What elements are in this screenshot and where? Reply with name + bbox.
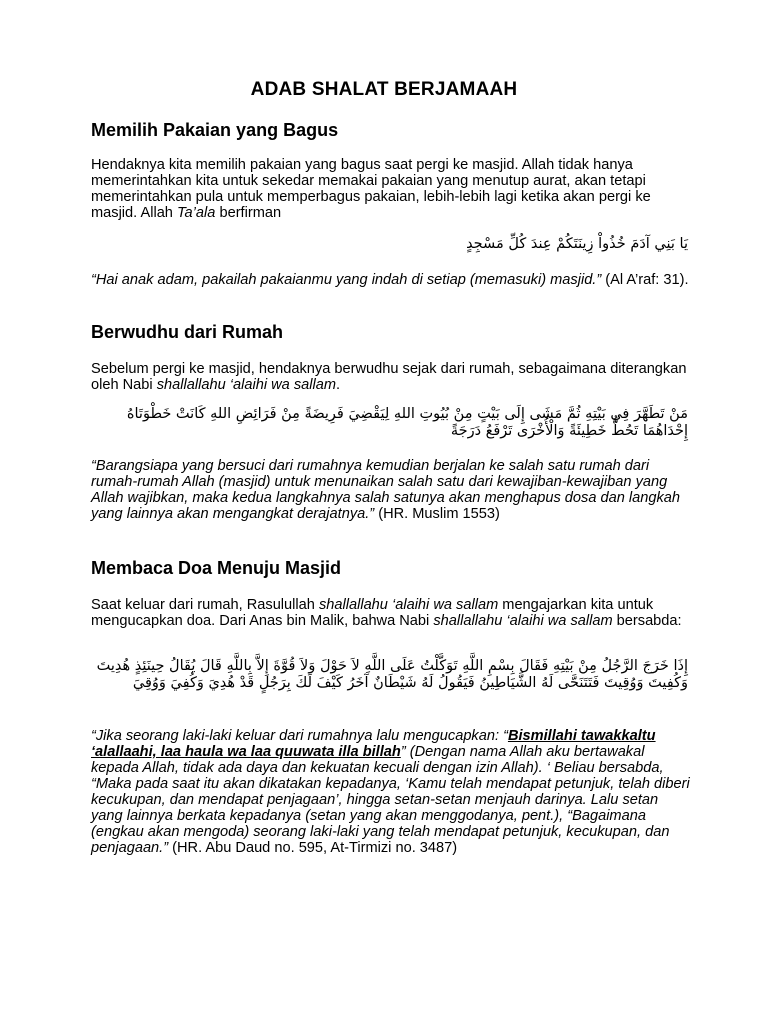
paragraph-suffix: . xyxy=(336,377,341,393)
arabic-verse: يَا بَنِي آدَمَ خُذُواْ زِينَتَكُمْ عِندَ كُلِّ مَسْجِدٍ xyxy=(466,236,688,252)
document-title: ADAB SHALAT BERJAMAAH xyxy=(250,79,518,100)
paragraph-emphasis: shallallahu ‘alaihi wa sallam xyxy=(156,377,336,393)
section-heading: Membaca Doa Menuju Masjid xyxy=(91,558,342,578)
paragraph-emphasis: shallallahu ‘alaihi wa sallam xyxy=(318,597,499,613)
paragraph-suffix: berfirman xyxy=(215,205,282,221)
section-paragraph xyxy=(91,597,691,629)
hadith-translation xyxy=(91,728,691,856)
translation-text: “Barangsiapa yang bersuci dari rumahnya kemudian berjalan ke salah satu rumah dari rumah-rumah Allah (masjid) untuk menunaikan salah satu dari kewajiban-kewajiban yang Allah wajibkan, maka kedua langkahnya salah satunya akan menghapus dosa dan langkah yang lainnya akan mengangkat derajatnya.” xyxy=(91,458,681,522)
paragraph-text: Sebelum pergi ke masjid, hendaknya berwudhu sejak dari rumah, sebagaimana diterangkan oleh Nabi xyxy=(91,361,687,393)
section-paragraph xyxy=(91,361,691,393)
translation-text: “Hai anak adam, pakailah pakaianmu yang indah di setiap (memasuki) masjid.” xyxy=(91,272,602,288)
paragraph-suffix: bersabda: xyxy=(612,613,682,629)
paragraph-emphasis: shallallahu ‘alaihi wa sallam xyxy=(433,613,613,629)
paragraph-middle: mengajarkan kita untuk mengucapkan doa. Dari Anas bin Malik, bahwa Nabi xyxy=(91,597,654,629)
arabic-hadith: مَنْ تَطَهَّرَ فِي بَيْتِهِ ثُمَّ مَشَى إِلَى بَيْتٍ مِنْ بُيُوتِ اللهِ لِيَقْضِيَ فَرِيضَةً مِنْ فَرَائِضِ اللهِ كَانَتْ خَطْوَتَاهُ إِحْدَاهُمَا تَحُطُّ خَطِيئَةً وَالْأُخْرَى تَرْفَعُ دَرَجَةً xyxy=(126,406,688,439)
section-heading: Memilih Pakaian yang Bagus xyxy=(91,120,339,140)
dua-transliteration: Bismillahi tawakkaltu ‘alallaahi, laa haula wa laa quuwata illa billah xyxy=(91,728,656,760)
paragraph-text: Hendaknya kita memilih pakaian yang bagus saat pergi ke masjid. Allah tidak hanya memerintahkan kita untuk sekedar memakai pakaian yang menutup aurat, akan tetapi memerintahkan pula untuk memperbagus pakaian, lebih-lebih lagi ketika akan pergi ke masjid. Allah xyxy=(91,157,651,221)
hadith-translation xyxy=(91,458,691,522)
reference: (HR. Abu Daud no. 595, At-Tirmizi no. 3487) xyxy=(168,840,458,856)
section-heading: Berwudhu dari Rumah xyxy=(91,322,284,342)
reference: (Al A’raf: 31). xyxy=(601,272,689,288)
translation-text: ” (Dengan nama Allah aku bertawakal kepada Allah, tidak ada daya dan kekuatan kecuali dengan izin Allah). ‘ Beliau bersabda, “Maka pada saat itu akan dikatakan kepadanya, ‘Kamu telah mendapat petunjuk, telah diberi kecukupan, dan mendapat penjagaan’, hingga setan-setan menjauh darinya. Lalu setan yang lainnya berkata kepadanya (setan yang akan menggodanya, pent.), “Bagaimana (engkau akan mengoda) seorang laki-laki yang telah mendapat petunjuk, kecukupan, dan penjagaan.” xyxy=(91,744,690,856)
paragraph-emphasis: Ta’ala xyxy=(176,205,216,221)
section-paragraph xyxy=(91,157,691,221)
reference: (HR. Muslim 1553) xyxy=(374,506,500,522)
arabic-hadith: إِذَا خَرَجَ الرَّجُلُ مِنْ بَيْتِهِ فَقَالَ بِسْمِ اللَّهِ تَوَكَّلْتُ عَلَى اللَّهِ لاَ حَوْلَ وَلاَ قُوَّةَ إِلاَّ بِاللَّهِ قَالَ يُقَالُ حِينَئِذٍ هُدِيتَ وَكُفِيتَ وَوُقِيتَ فَتَتَنَحَّى لَهُ الشَّيَاطِينُ فَيَقُولُ لَهُ شَيْطَانٌ آخَرُ كَيْفَ لَكَ بِرَجُلٍ قَدْ هُدِيَ وَكُفِيَ وَوُقِيَ xyxy=(96,658,688,691)
paragraph-text: Saat keluar dari rumah, Rasulullah xyxy=(91,597,319,613)
verse-translation xyxy=(91,272,691,288)
translation-intro: “Jika seorang laki-laki keluar dari rumahnya lalu mengucapkan: “ xyxy=(91,728,508,744)
